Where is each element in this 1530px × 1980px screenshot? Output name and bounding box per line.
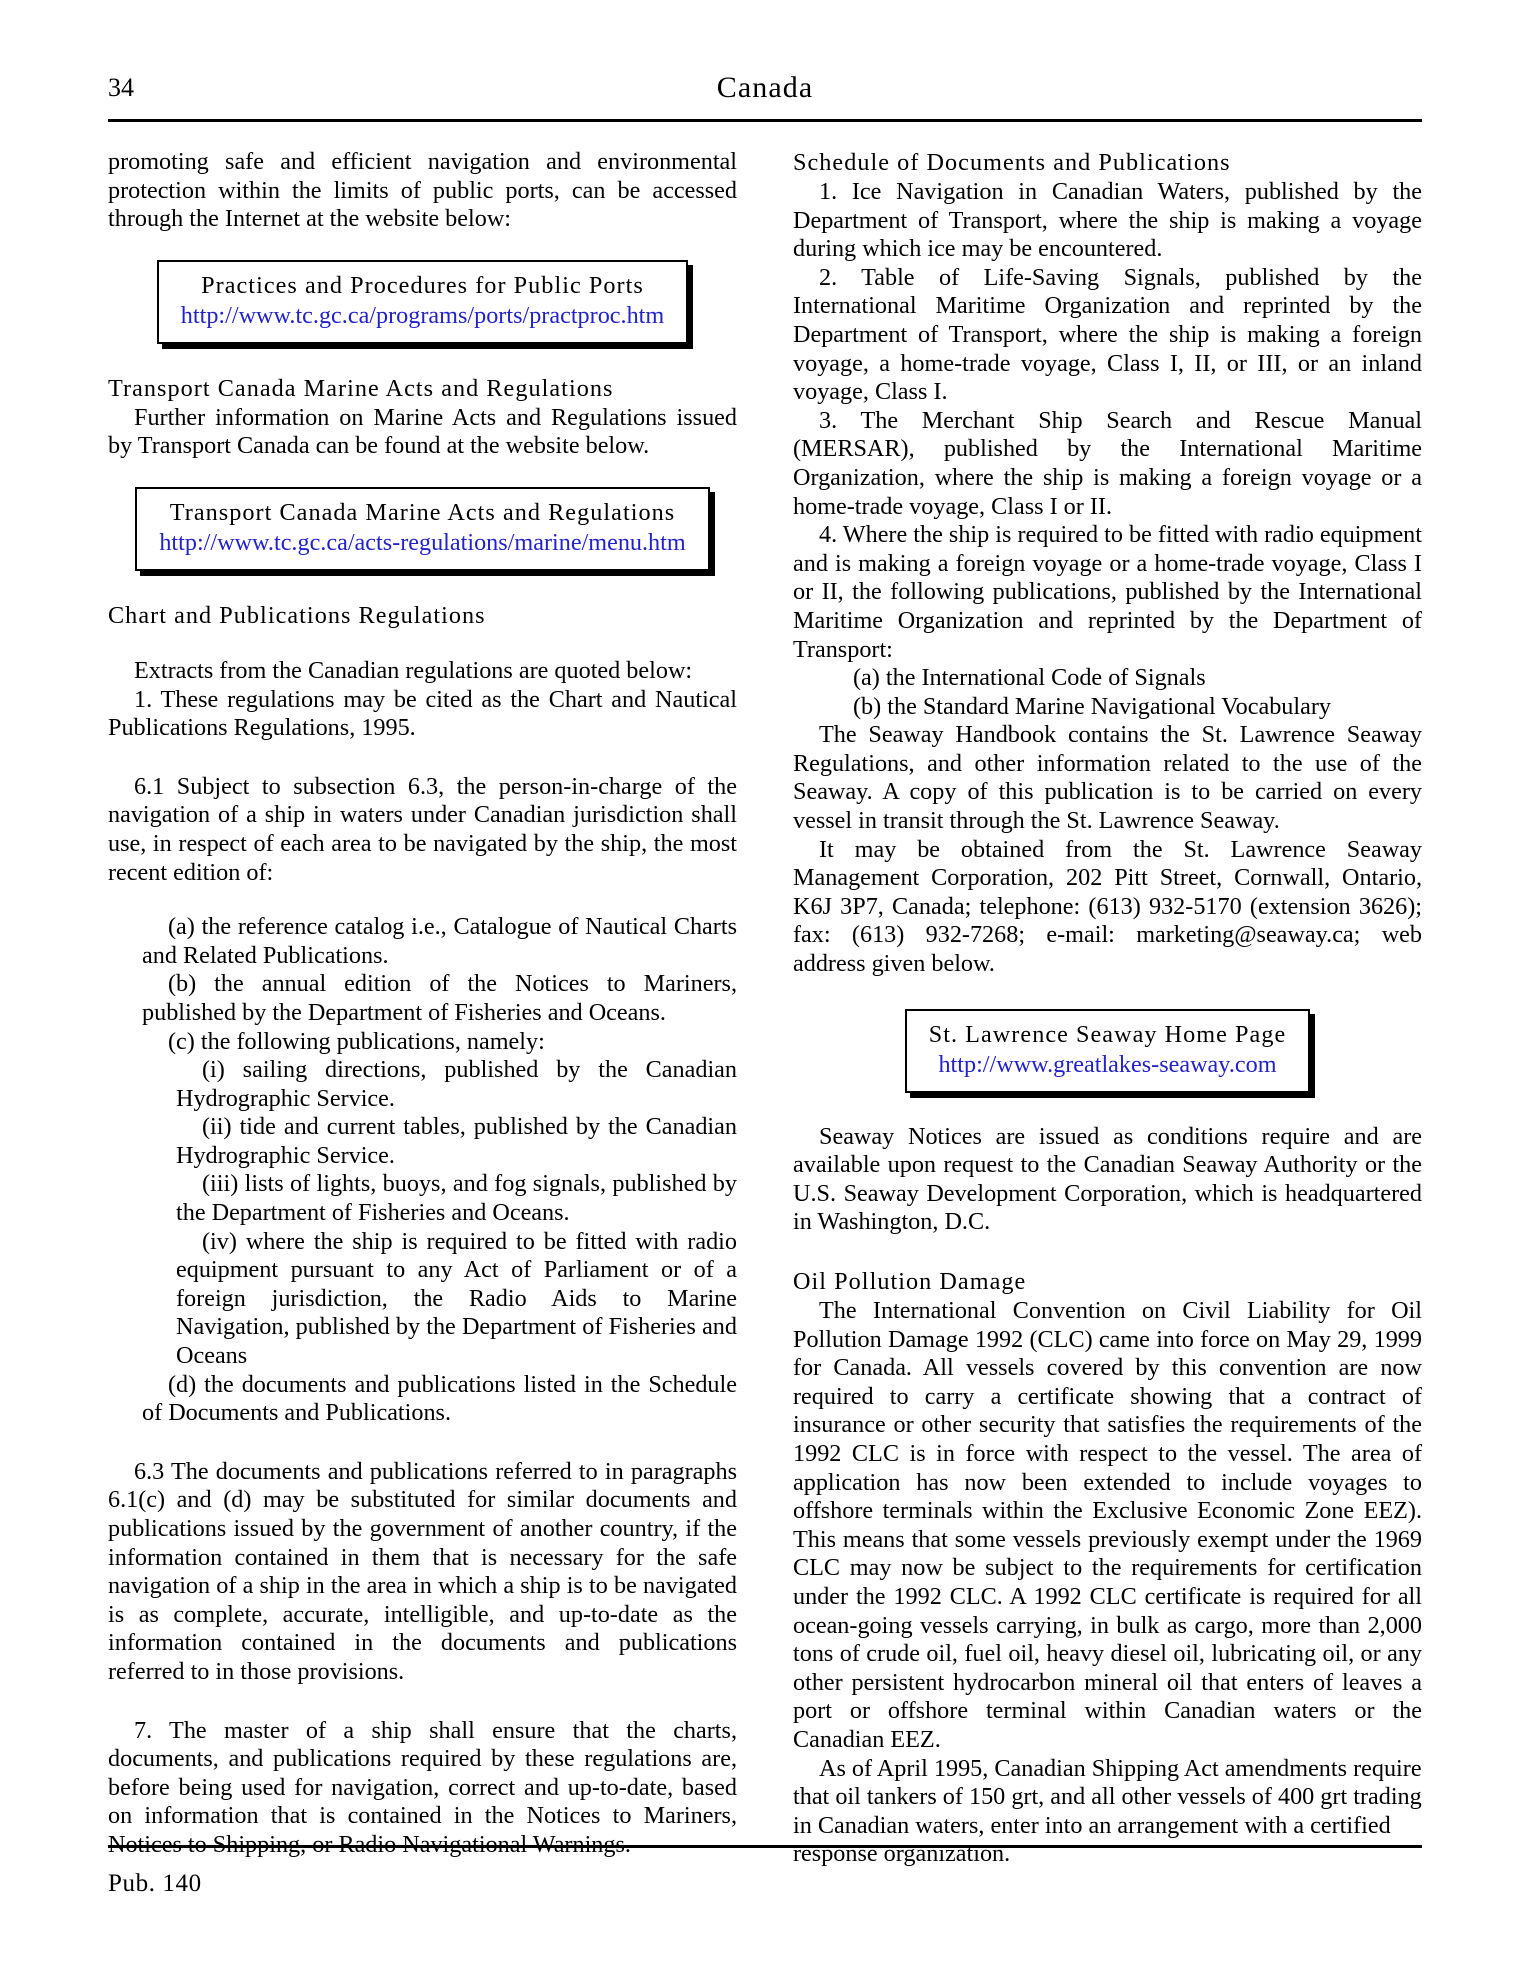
url-box-seaway-wrapper [793,1009,1422,1093]
paragraph-6-1-c: (c) the following publications, namely: [168,1027,545,1055]
heading-oil-pollution-damage: Oil Pollution Damage [793,1268,1027,1295]
paragraph-extracts: Extracts from the Canadian regulations are quoted below: [134,656,693,684]
footer-publication-number: Pub. 140 [108,1870,202,1897]
paragraph-6-1-b: (b) the annual edition of the Notices to Mariners, published by the Department of Fisheries and Oceans. [142,970,737,1026]
paragraph-7: 7. The master of a ship shall ensure that the charts, documents, and publications required by these regulations are, before being used for navigation, correct and up-to-date, based on information that is contained in the Notices to Mariners, Notices to Shipping, or Radio Navigational Warnings. [108,1716,737,1858]
right-column [793,148,1422,1869]
url-box-link[interactable]: http://www.tc.gc.ca/acts-regulations/marine/menu.htm [159,528,686,556]
paragraph-seaway-notices: Seaway Notices are issued as conditions require and are available upon request to the Canadian Seaway Authority or the U.S. Seaway Development Corporation, which is headquartered in Washington, D.C. [793,1122,1422,1236]
paragraph-schedule-item-4-a: (a) the International Code of Signals [853,664,1206,692]
url-box-link[interactable]: http://www.tc.gc.ca/programs/ports/practproc.htm [180,301,665,329]
paragraph-regulation-item-1: 1. These regulations may be cited as the Chart and Nautical Publications Regulations, 1995. [108,685,737,742]
paragraph-6-3: 6.3 The documents and publications referred to in paragraphs 6.1(c) and (d) may be substituted for similar documents and publications issued by the government of another country, if the information contained in them that is necessary for the safe navigation of a ship in the area in which a ship is to be navigated is as complete, accurate, intelligible, and up-to-date as the information contained in the documents and publications referred to in those provisions. [108,1457,737,1685]
paragraph-marine-acts: Further information on Marine Acts and Regulations issued by Transport Canada can be found at the website below. [108,403,737,460]
footer-rule [108,1845,1422,1848]
paragraph-schedule-item-4: 4. Where the ship is required to be fitted with radio equipment and is making a foreign voyage or a home-trade voyage, Class I or II, the following publications, published by the International Maritime Organization and reprinted by the Department of Transport: [793,521,1422,663]
paragraph-intro: promoting safe and efficient navigation and environmental protection within the limits of public ports, can be accessed through the Internet at the website below: [108,148,737,233]
paragraph-seaway-contact: It may be obtained from the St. Lawrence Seaway Management Corporation, 202 Pitt Street, Cornwall, Ontario, K6J 3P7, Canada; telephone: (613) 932-5170 (extension 3626); fax: (613) 932-7268; e-mail: marketing@seaway.ca; web address given below. [793,835,1422,978]
left-column [108,148,737,1869]
paragraph-6-1-d: (d) the documents and publications listed in the Schedule of Documents and Publications. [142,1370,737,1427]
paragraph-6-1-c-iv: (iv) where the ship is required to be fitted with radio equipment pursuant to any Act of Parliament or of a foreign jurisdiction, the Radio Aids to Marine Navigation, published by the Department of Fisheries and Oceans [176,1227,737,1370]
paragraph-schedule-item-2: 2. Table of Life-Saving Signals, published by the International Maritime Organization and reprinted by the Department of Transport, where the ship is making a foreign voyage, a home-trade voyage, Class I, II, or III, or an inland voyage, Class I. [793,263,1422,406]
url-box-st-lawrence-seaway[interactable] [905,1009,1311,1093]
paragraph-seaway-handbook: The Seaway Handbook contains the St. Lawrence Seaway Regulations, and other information related to the use of the Seaway. A copy of this publication is to be carried on every vessel in transit through the St. Lawrence Seaway. [793,721,1422,835]
url-box-public-ports[interactable] [157,260,688,344]
paragraph-oil-pollution-2: As of April 1995, Canadian Shipping Act amendments require that oil tankers of 150 grt, and all other vessels of 400 grt trading in Canadian waters, enter into an arrangement with a certified response organization. [793,1754,1422,1868]
url-box-marine-acts-wrapper [108,487,737,571]
two-column-body [108,148,1422,1869]
url-box-marine-acts[interactable] [135,487,709,571]
url-box-title: St. Lawrence Seaway Home Page [928,1020,1287,1048]
paragraph-schedule-item-3: 3. The Merchant Ship Search and Rescue Manual (MERSAR), published by the International Maritime Organization, where the ship is making a foreign voyage or a home-trade voyage, Class I or II. [793,406,1422,520]
heading-marine-acts: Transport Canada Marine Acts and Regulations [108,374,614,402]
page-number: 34 [108,73,134,102]
paragraph-6-1-a: (a) the reference catalog i.e., Catalogue of Nautical Charts and Related Publications. [142,913,737,969]
url-box-link[interactable]: http://www.greatlakes-seaway.com [938,1050,1277,1078]
paragraph-6-1: 6.1 Subject to subsection 6.3, the person-in-charge of the navigation of a ship in waters under Canadian jurisdiction shall use, in respect of each area to be navigated by the ship, the most recent edition of: [108,772,737,886]
paragraph-schedule-item-1: 1. Ice Navigation in Canadian Waters, published by the Department of Transport, where the ship is making a voyage during which ice may be encountered. [793,178,1422,263]
paragraph-schedule-item-4-b: (b) the Standard Marine Navigational Vocabulary [853,692,1332,720]
header-rule [108,119,1422,122]
url-box-title: Transport Canada Marine Acts and Regulations [169,498,676,526]
url-box-ports-wrapper [108,260,737,344]
heading-schedule-of-documents: Schedule of Documents and Publications [793,149,1231,176]
page-header [108,72,1422,118]
heading-chart-publications-regulations: Chart and Publications Regulations [108,601,486,629]
paragraph-6-1-c-ii: (ii) tide and current tables, published by the Canadian Hydrographic Service. [176,1113,737,1169]
running-head-title: Canada [716,71,814,104]
url-box-title: Practices and Procedures for Public Ports [201,271,644,299]
paragraph-6-1-c-i: (i) sailing directions, published by the Canadian Hydrographic Service. [176,1056,737,1112]
paragraph-oil-pollution-1: The International Convention on Civil Liability for Oil Pollution Damage 1992 (CLC) came into force on May 29, 1999 for Canada. All vessels covered by this convention are now required to carry a certificate showing that a contract of insurance or other security that satisfies the requirements of the 1992 CLC is in force with respect to the vessel. The area of application has now been extended to include voyages to offshore terminals within the Exclusive Economic Zone EEZ). This means that some vessels previously exempt under the 1969 CLC may now be subject to the requirements for certification under the 1992 CLC. A 1992 CLC certificate is required for all ocean-going vessels carrying, in bulk as cargo, more than 2,000 tons of crude oil, fuel oil, heavy diesel oil, lubricating oil, or any other persistent hydrocarbon mineral oil that enters of leaves a port or offshore terminal within Canadian waters or the Canadian EEZ. [793,1297,1422,1753]
paragraph-6-1-c-iii: (iii) lists of lights, buoys, and fog signals, published by the Department of Fisheries and Oceans. [176,1170,737,1227]
